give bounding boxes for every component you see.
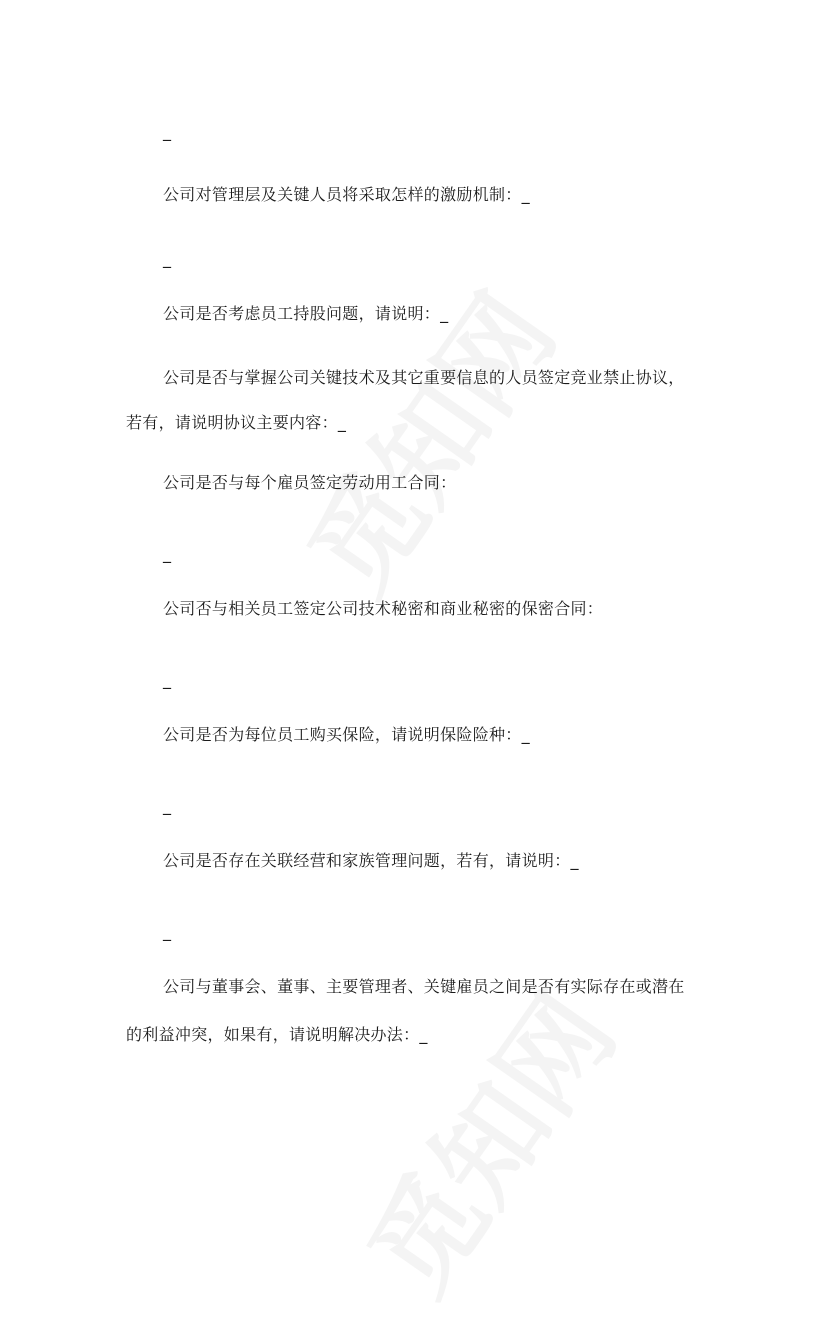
paragraph-confidentiality: 公司否与相关员工签定公司技术秘密和商业秘密的保密合同： — [163, 599, 604, 618]
paragraph-incentive: 公司对管理层及关键人员将采取怎样的激励机制：_ — [163, 185, 530, 204]
blank-line: _ — [163, 122, 172, 141]
blank-line: _ — [163, 922, 172, 941]
paragraph-labor-contract: 公司是否与每个雇员签定劳动用工合同： — [163, 473, 457, 492]
watermark — [326, 959, 645, 1319]
paragraph-related-party: 公司是否存在关联经营和家族管理问题，若有，请说明：_ — [163, 851, 579, 870]
paragraph-conflict: 公司与董事会、董事、主要管理者、关键雇员之间是否有实际存在或潜在 — [163, 977, 685, 996]
paragraph-noncompete: 公司是否与掌握公司关键技术及其它重要信息的人员签定竞业禁止协议， — [163, 368, 685, 387]
blank-line: _ — [163, 670, 172, 689]
paragraph-conflict-cont: 的利益冲突，如果有，请说明解决办法：_ — [126, 1025, 428, 1044]
paragraph-insurance: 公司是否为每位员工购买保险，请说明保险险种：_ — [163, 725, 530, 744]
paragraph-employee-stock: 公司是否考虑员工持股问题，请说明：_ — [163, 304, 449, 323]
blank-line: _ — [163, 544, 172, 563]
blank-line: _ — [163, 249, 172, 268]
blank-line: _ — [163, 796, 172, 815]
paragraph-noncompete-cont: 若有，请说明协议主要内容：_ — [126, 413, 347, 432]
